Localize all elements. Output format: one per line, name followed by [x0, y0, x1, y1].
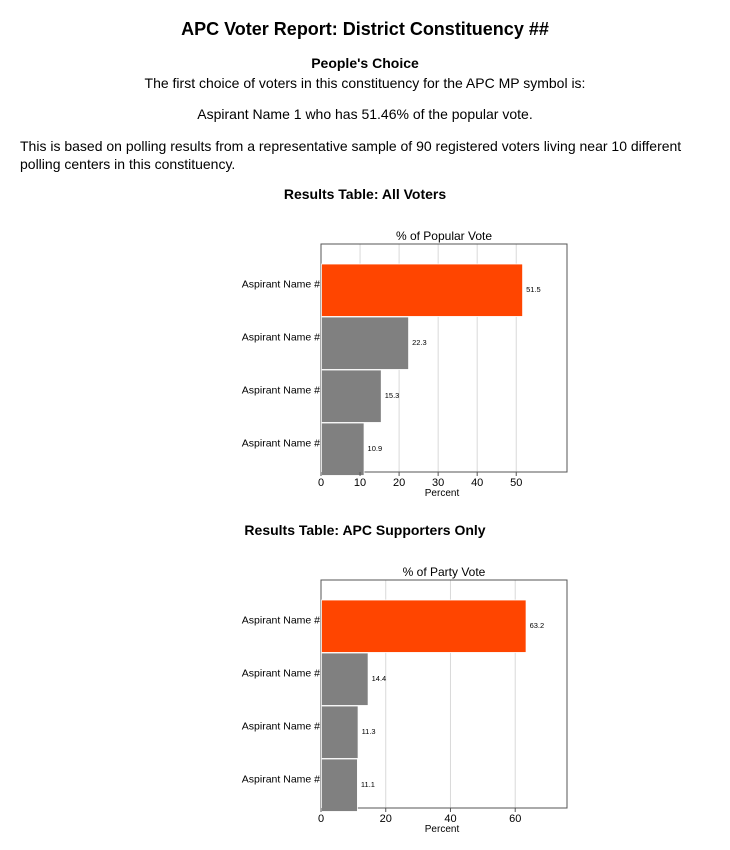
category-label: Aspirant Name #	[241, 384, 320, 397]
x-tick-label: 30	[432, 477, 445, 489]
x-tick-label: 0	[317, 477, 325, 489]
intro-text: The first choice of voters in this constituency for the APC MP symbol is:	[144, 75, 586, 91]
chart-title: % of Party Vote	[402, 565, 486, 579]
bar	[322, 706, 359, 758]
winner-line: Aspirant Name 1 who has 51.46% of the popular vote.	[197, 106, 533, 122]
bar	[322, 653, 369, 705]
bar	[322, 600, 527, 652]
section-title: People's Choice	[311, 55, 419, 71]
x-tick-label: 20	[379, 813, 392, 825]
bar	[322, 317, 409, 369]
x-tick-label: 20	[392, 477, 406, 489]
category-label: Aspirant Name #	[241, 437, 320, 450]
x-tick-label: 60	[509, 813, 522, 825]
results-heading-apc-supporters: Results Table: APC Supporters Only	[244, 522, 486, 538]
bar	[322, 264, 523, 316]
bar-value-label: 51.5	[526, 285, 541, 295]
bar-value-label: 11.1	[360, 780, 375, 790]
x-tick-label: 40	[471, 477, 484, 489]
party-vote-chart	[0, 560, 730, 840]
x-tick-label: 40	[444, 813, 457, 825]
category-label: Aspirant Name #	[241, 331, 320, 344]
x-axis-label: Percent	[424, 824, 460, 835]
category-label: Aspirant Name #	[241, 720, 320, 733]
bar-value-label: 63.2	[529, 621, 545, 631]
category-label: Aspirant Name #	[241, 614, 320, 627]
x-tick-label: 50	[510, 477, 523, 489]
chart-title: % of Popular Vote	[395, 229, 493, 243]
category-label: Aspirant Name #	[241, 278, 320, 291]
bar	[322, 759, 358, 811]
chart-apc-supporters	[0, 560, 730, 840]
category-label: Aspirant Name #	[241, 667, 320, 680]
x-axis-label: Percent	[424, 488, 460, 499]
bar-value-label: 14.4	[371, 674, 387, 684]
x-tick-label: 10	[353, 477, 367, 489]
report-title: APC Voter Report: District Constituency ##	[181, 19, 549, 39]
bar-value-label: 15.3	[384, 391, 400, 401]
popular-vote-chart	[0, 224, 730, 504]
sample-description: This is based on polling results from a representative sample of 90 registered voters living near 10 different polling centers in this constituency.	[20, 138, 682, 172]
bar	[322, 370, 382, 422]
chart-all-voters	[0, 224, 730, 504]
category-label: Aspirant Name #	[241, 773, 320, 786]
bar	[322, 423, 365, 475]
results-heading-all-voters: Results Table: All Voters	[283, 186, 447, 202]
bar-value-label: 10.9	[367, 444, 383, 454]
bar-value-label: 11.3	[361, 727, 376, 737]
bar-value-label: 22.3	[412, 338, 427, 348]
x-tick-label: 0	[317, 813, 325, 825]
